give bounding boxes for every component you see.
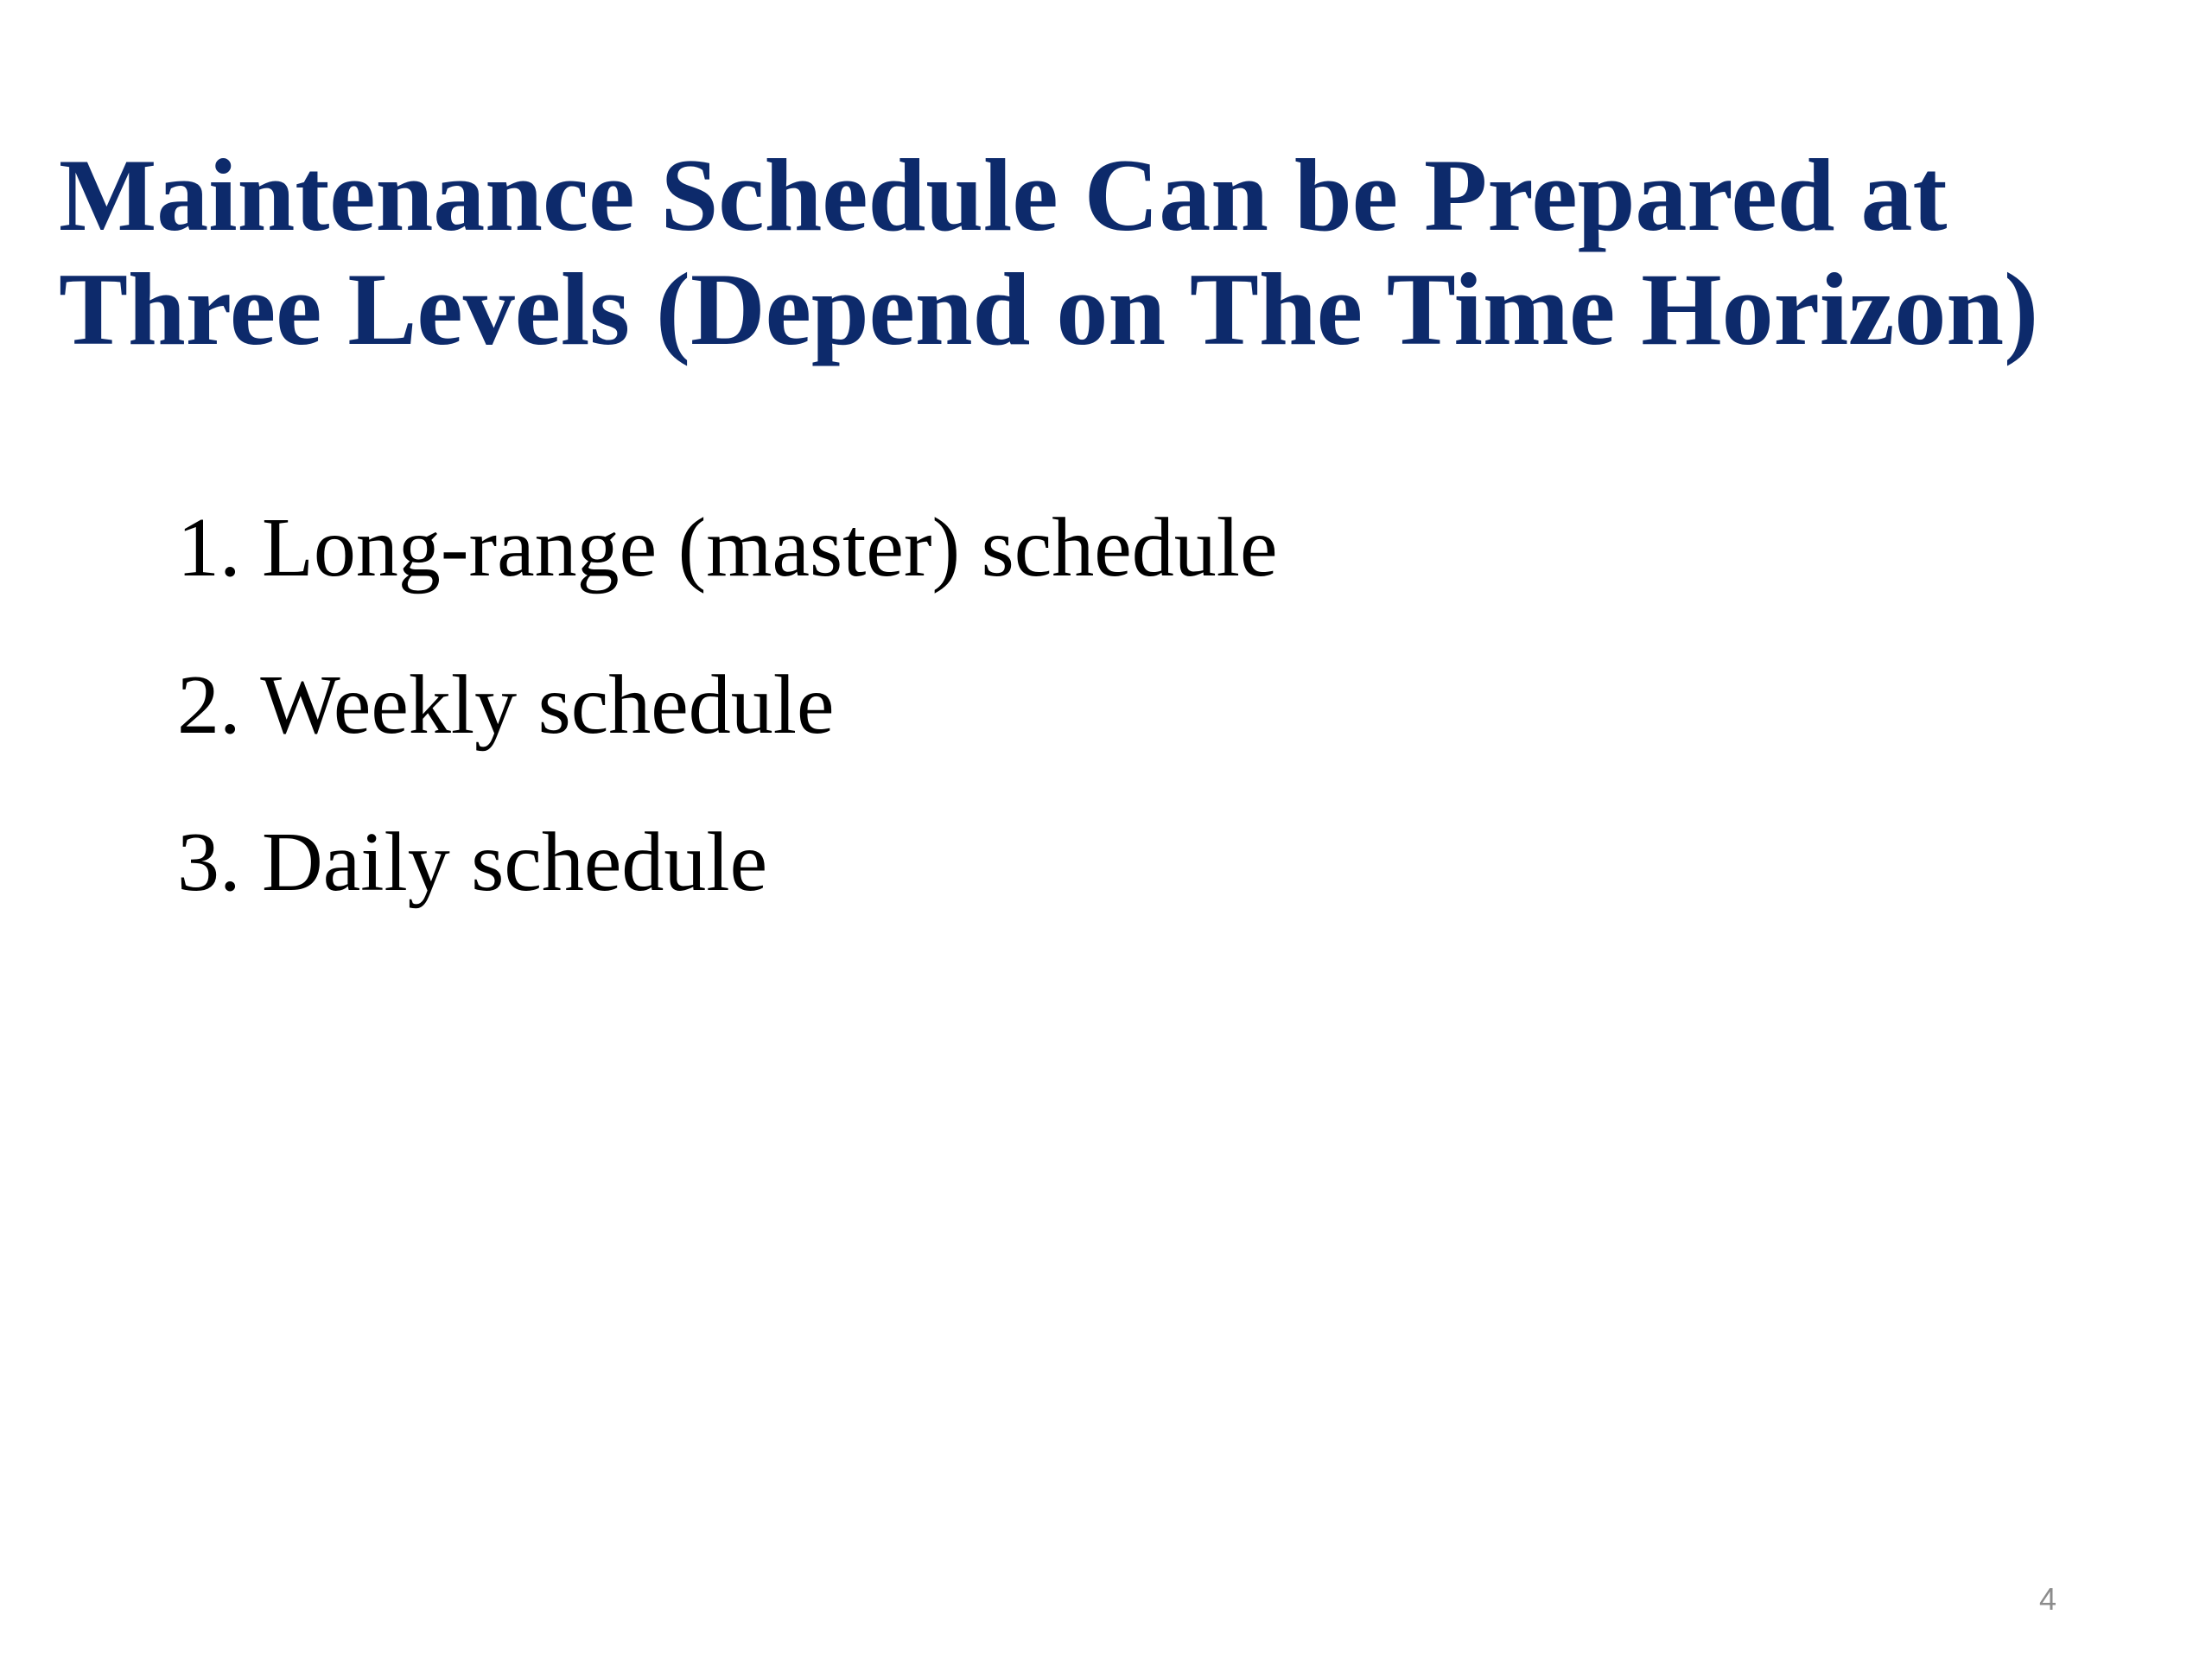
- list-item: 1. Long-range (master) schedule: [177, 501, 1278, 594]
- slide-title-line-1: Maintenance Schedule Can be Prepared at: [59, 137, 1948, 252]
- slide-title-line-2: Three Levels (Depend on The Time Horizon): [59, 251, 2039, 366]
- page-number: 4: [2038, 1581, 2057, 1617]
- list-item: 3. Daily schedule: [177, 816, 768, 909]
- schedule-levels-list: [177, 494, 1277, 966]
- list-item: 2. Weekly schedule: [177, 658, 835, 752]
- slide-title: [59, 138, 2167, 366]
